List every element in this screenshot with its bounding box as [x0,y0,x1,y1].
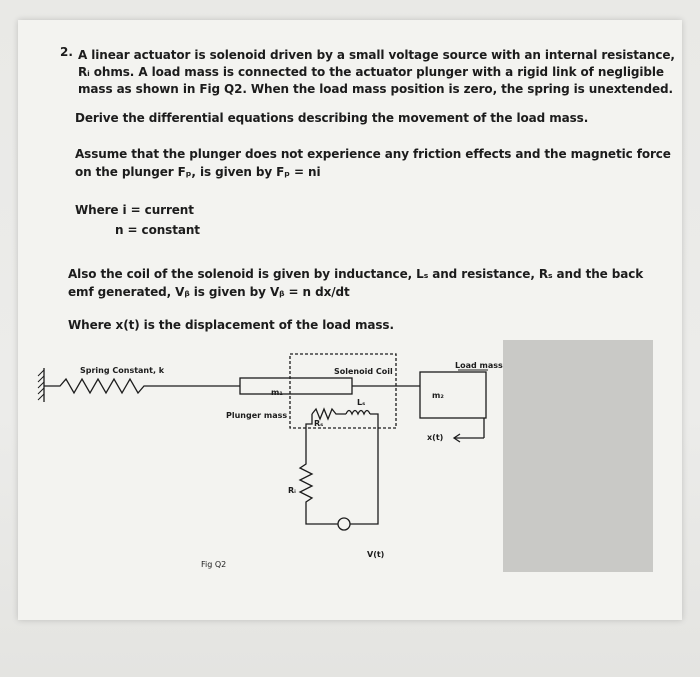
plunger-mass-block [240,378,352,394]
solenoid-coil-label: Solenoid Coil [334,367,393,376]
wall-hatch [38,370,44,400]
solenoid-coil-box [290,354,396,428]
xt-label: x(t) [427,433,444,442]
derive-instruction: Derive the differential equations describing the movement of the load mass. [75,111,589,125]
plunger-mass-label: Plunger mass [226,411,288,420]
m1-label: m₁ [271,388,283,397]
rs-resistor [312,409,346,419]
where-constant: n = constant [115,223,200,237]
ls-inductor [346,411,370,415]
where-current: Where i = current [75,203,194,217]
ri-resistor [300,448,338,524]
spring [44,379,240,393]
voltage-source-terminal [338,518,350,530]
where-displacement: Where x(t) is the displacement of the load mass. [68,318,394,332]
assume-line-1: Assume that the plunger does not experience any friction effects and the magnetic force [75,147,671,161]
wire-left [306,414,312,448]
intro-line-3: mass as shown in Fig Q2. When the load mass position is zero, the spring is unextended. [78,82,673,96]
load-mass-label: Load mass [455,361,503,370]
intro-line-1: A linear actuator is solenoid driven by a small voltage source with an internal resistance, [78,48,675,62]
coil-line-2: emf generated, Vᵦ is given by Vᵦ = n dx/dt [68,285,350,299]
ri-label: Rᵢ [288,486,296,495]
coil-line-1: Also the coil of the solenoid is given by inductance, Lₛ and resistance, Rₛ and the back [68,267,644,281]
assume-line-2: on the plunger Fₚ, is given by Fₚ = ni [75,165,321,179]
question-number: 2. [60,45,73,59]
figure-caption: Fig Q2 [201,560,227,569]
spring-constant-label: Spring Constant, k [80,366,165,375]
vt-label: V(t) [367,550,385,559]
load-mass-block [420,372,486,418]
ls-label: Lₛ [357,398,366,407]
intro-line-2: Rᵢ ohms. A load mass is connected to the actuator plunger with a rigid link of negligible [78,65,664,79]
rs-label: Rₛ [314,419,324,428]
wire-right [350,414,378,524]
m2-label: m₂ [432,391,444,400]
